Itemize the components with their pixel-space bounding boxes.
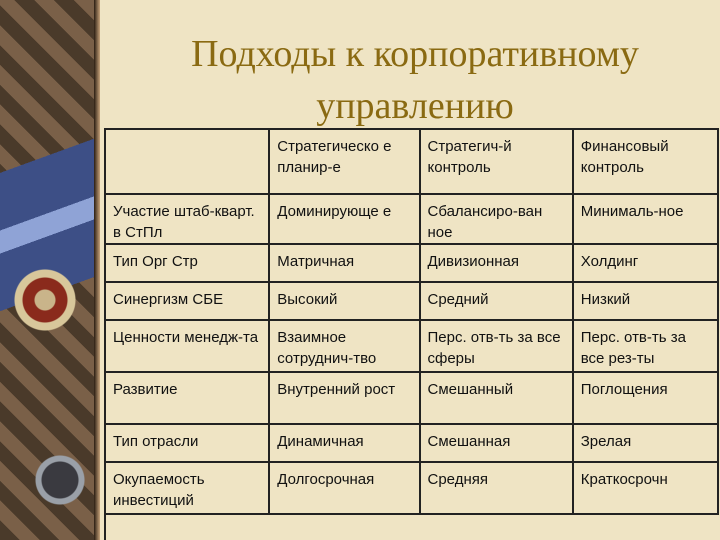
table-cell: Смешанная: [420, 424, 573, 462]
table-row: [106, 462, 718, 514]
table-row: [106, 282, 718, 320]
table-header-row: [106, 130, 718, 194]
row-label: Тип отрасли: [106, 424, 269, 462]
header-cell-financial-control: Финансовый контроль: [573, 130, 718, 194]
header-cell-strategic-control: Стратегич-й контроль: [420, 130, 573, 194]
decorative-medal-image: [0, 0, 100, 540]
table-row: [106, 424, 718, 462]
table-cell: Краткосрочн: [573, 462, 718, 514]
slide-title: Подходы к корпоративному управлению: [191, 33, 639, 127]
row-label: Ценности менедж-та: [106, 320, 269, 372]
table-cell: Динамичная: [269, 424, 419, 462]
table-cell: Дивизионная: [420, 244, 573, 282]
table-cell: Минималь-ное: [573, 194, 718, 244]
table-cell: Высокий: [269, 282, 419, 320]
table-cell: Перс. отв-ть за все сферы: [420, 320, 573, 372]
table-cell: Внутренний рост: [269, 372, 419, 424]
table-cell: Смешанный: [420, 372, 573, 424]
table-cell: Поглощения: [573, 372, 718, 424]
table-cell: Средняя: [420, 462, 573, 514]
table-row: [106, 244, 718, 282]
table-cell: Холдинг: [573, 244, 718, 282]
header-cell-strategic-planning: Стратегическо е планир-е: [269, 130, 419, 194]
row-label: Тип Орг Стр: [106, 244, 269, 282]
table-cell: Зрелая: [573, 424, 718, 462]
table-row: [106, 320, 718, 372]
row-label: Развитие: [106, 372, 269, 424]
table-cell: Доминирующе е: [269, 194, 419, 244]
header-cell-empty: [106, 130, 269, 194]
row-label: Окупаемость инвестиций: [106, 462, 269, 514]
table-cell: Долгосрочная: [269, 462, 419, 514]
table-cell: Средний: [420, 282, 573, 320]
table-row: [106, 372, 718, 424]
table-cell: Низкий: [573, 282, 718, 320]
table-cell: Взаимное сотруднич-тво: [269, 320, 419, 372]
row-label: Участие штаб-кварт. в СтПл: [106, 194, 269, 244]
table-cell: Перс. отв-ть за все рез-ты: [573, 320, 718, 372]
table-row: [106, 194, 718, 244]
table-cell: Матричная: [269, 244, 419, 282]
comparison-table: [104, 128, 719, 540]
row-label: Синергизм СБЕ: [106, 282, 269, 320]
table-cell: Сбалансиро-ван ное: [420, 194, 573, 244]
